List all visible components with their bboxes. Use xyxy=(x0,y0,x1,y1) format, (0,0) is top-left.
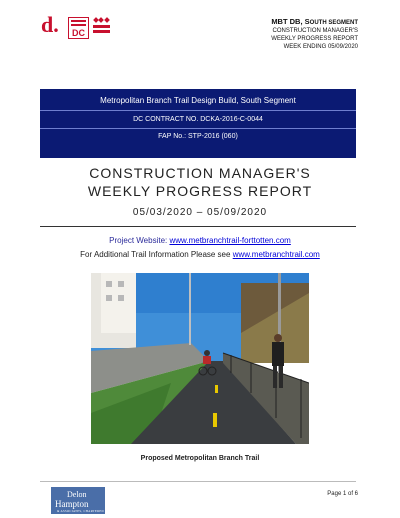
additional-info-line xyxy=(0,250,400,259)
banner-contract-number: DC CONTRACT NO. DCKA-2016-C-0044 xyxy=(133,116,263,123)
banner-project-name: Metropolitan Branch Trail Design Build, South Segment xyxy=(100,96,296,105)
header-line4: WEEK ENDING 05/09/2020 xyxy=(283,44,358,50)
delon-hampton-logo xyxy=(51,487,105,514)
report-title-line1: CONSTRUCTION MANAGER'S xyxy=(89,165,311,181)
photo-caption: Proposed Metropolitan Branch Trail xyxy=(140,455,260,462)
title-divider xyxy=(40,226,356,227)
dc-logo-text: DC xyxy=(72,28,85,38)
header-line2: CONSTRUCTION MANAGER'S xyxy=(272,28,358,34)
logo-text-delon: Delon xyxy=(67,490,87,499)
ddot-logo: d. xyxy=(41,12,59,37)
report-title-line2: WEEKLY PROGRESS REPORT xyxy=(87,183,313,199)
additional-info-label: For Additional Trail Information Please see xyxy=(80,250,233,259)
footer-divider xyxy=(40,481,356,482)
dc-flag-icon xyxy=(93,18,110,34)
banner-divider xyxy=(40,128,356,129)
header-line3: WEEKLY PROGRESS REPORT xyxy=(271,36,358,42)
project-website-link[interactable]: www.metbranchtrail-forttotten.com xyxy=(169,236,291,245)
header-segment-small: OUTH SEGMENT xyxy=(309,20,358,26)
page-number: Page 1 of 6 xyxy=(327,491,358,497)
report-header xyxy=(271,18,358,51)
project-website-label: Project Website: xyxy=(109,236,170,245)
project-website-line xyxy=(0,236,400,245)
trail-photo xyxy=(91,273,309,444)
report-date-range: 05/03/2020 – 05/09/2020 xyxy=(132,207,268,218)
header-segment-main: MBT DB, S xyxy=(271,17,310,26)
trail-info-link[interactable]: www.metbranchtrail.com xyxy=(232,250,320,259)
dc-government-logo xyxy=(68,17,89,39)
logo-text-associates: & ASSOCIATES, CHARTERED xyxy=(57,509,104,513)
banner-fap-number: FAP No.: STP-2016 (060) xyxy=(158,133,238,140)
logo-text-hampton: Hampton xyxy=(55,499,89,509)
project-banner xyxy=(40,89,356,158)
banner-divider xyxy=(40,110,356,111)
